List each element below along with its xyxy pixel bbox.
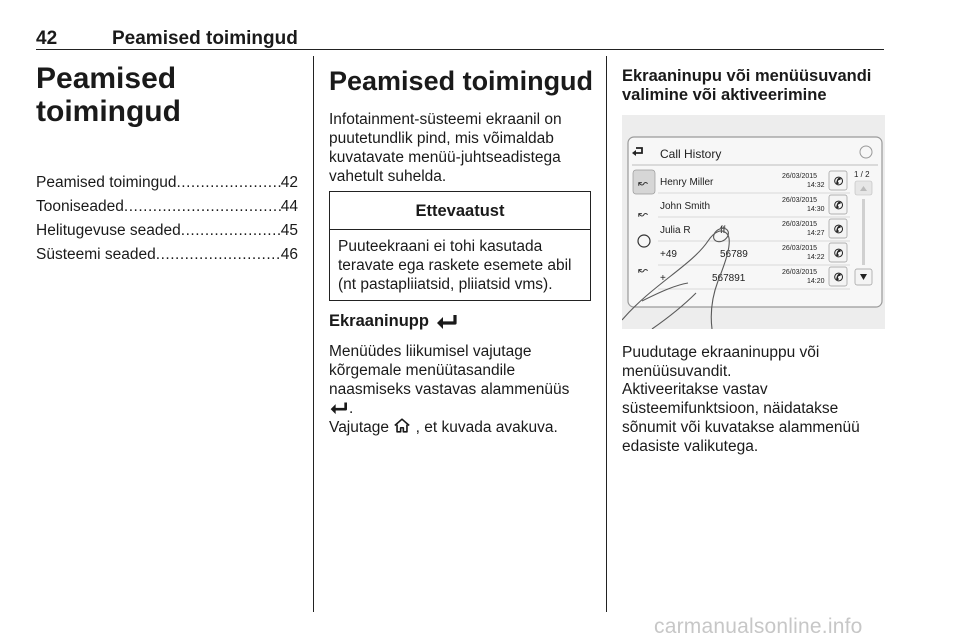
keypad-icon: ↜ <box>638 263 649 277</box>
sentence-end: . <box>349 400 354 417</box>
entry-date: 26/03/2015 <box>782 269 818 276</box>
toc-entry-page: 46 <box>280 246 298 263</box>
text-line: Ekraaninupu või menüüsuvandi <box>622 67 872 85</box>
entry-name: John Smith <box>660 201 711 212</box>
text-line: naasmiseks vastavas alammenüüs <box>329 381 570 398</box>
section-title: Peamised toimingud <box>329 66 594 96</box>
call-button-icon: ✆ <box>834 176 844 188</box>
entry-time: 14:27 <box>807 230 825 237</box>
table-of-contents <box>36 171 298 267</box>
text-line <box>329 399 597 418</box>
subsection-title-text: Ekraaninupp <box>329 312 429 330</box>
toc-entry[interactable] <box>36 219 298 243</box>
subsection-title <box>329 310 459 332</box>
text-line: valimine või aktiveerimine <box>622 86 827 104</box>
column-divider-left <box>313 56 314 612</box>
text-line: menüüsuvandit. <box>622 363 732 380</box>
entry-time: 14:32 <box>807 182 825 189</box>
entry-time: 14:30 <box>807 206 825 213</box>
text-line: edasiste valikutega. <box>622 438 759 455</box>
chapter-title-line: toimingud <box>36 95 181 128</box>
text-line: kõrgemale menüütasandile <box>329 362 516 379</box>
page-header <box>36 26 884 50</box>
text-line: Puuteekraani ei tohi kasutada <box>338 238 543 255</box>
back-arrow-icon <box>329 400 349 415</box>
entry-name-suffix: ff <box>720 225 726 236</box>
text-line: Aktiveeritakse vastav <box>622 381 768 398</box>
text-fragment: , et kuvada avakuva. <box>415 419 558 436</box>
toc-entry[interactable] <box>36 243 298 267</box>
text-fragment: Vajutage <box>329 419 390 436</box>
entry-date: 26/03/2015 <box>782 197 818 204</box>
touch-paragraph <box>622 343 884 381</box>
home-icon <box>393 417 411 434</box>
text-line: Puudutage ekraaninuppu või <box>622 344 820 361</box>
entry-name: +49 <box>660 249 677 260</box>
text-line: (nt pastapliiatsid, pliiatsid vms). <box>338 276 553 293</box>
entry-date: 26/03/2015 <box>782 221 818 228</box>
text-line: Infotainment-süsteemi ekraanil on <box>329 111 562 128</box>
toc-entry[interactable] <box>36 195 298 219</box>
back-button-paragraph <box>329 342 597 418</box>
home-button-paragraph <box>329 417 597 437</box>
caution-text <box>330 230 590 294</box>
entry-time: 14:20 <box>807 278 825 285</box>
entry-name: Henry Miller <box>660 177 714 188</box>
entry-date: 26/03/2015 <box>782 173 818 180</box>
entry-name-suffix: 567891 <box>712 273 746 284</box>
call-button-icon: ✆ <box>834 224 844 236</box>
toc-leader-dots <box>181 219 281 243</box>
toc-leader-dots <box>156 243 281 267</box>
entry-name: + <box>660 273 666 284</box>
call-button-icon: ✆ <box>834 272 844 284</box>
caution-box <box>329 191 591 301</box>
page-indicator: 1 / 2 <box>854 170 870 179</box>
activation-paragraph <box>622 380 884 456</box>
call-button-icon: ✆ <box>834 200 844 212</box>
intro-paragraph <box>329 110 595 186</box>
chapter-title-line: Peamised <box>36 62 177 95</box>
chapter-title <box>36 62 296 128</box>
toc-entry-page: 45 <box>280 222 298 239</box>
entry-time: 14:22 <box>807 254 825 261</box>
toc-entry-title: Peamised toimingud <box>36 174 177 191</box>
page-number: 42 <box>36 28 58 49</box>
call-history-screen <box>622 115 885 329</box>
toc-leader-dots <box>176 171 280 195</box>
text-line: sõnumit või kuvatakse alammenüü <box>622 419 860 436</box>
column-divider-right <box>606 56 607 612</box>
back-arrow-icon <box>435 312 459 330</box>
toc-entry-title: Tooniseaded <box>36 198 124 215</box>
toc-entry[interactable] <box>36 171 298 195</box>
phone-icon: ↜ <box>638 207 649 221</box>
running-title: Peamised toimingud <box>112 28 298 49</box>
touchscreen-illustration <box>622 115 885 329</box>
caution-heading: Ettevaatust <box>330 192 590 230</box>
toc-entry-page: 42 <box>280 174 298 191</box>
text-line: süsteemifunktsioon, näidatakse <box>622 400 839 417</box>
text-line: teravate ega raskete esemete abil <box>338 257 572 274</box>
text-line: kuvatavate menüü-juhtseadistega <box>329 149 561 166</box>
section-title <box>622 67 892 105</box>
screen-title: Call History <box>660 147 722 161</box>
entry-name-suffix: 56789 <box>720 249 748 260</box>
toc-leader-dots <box>124 195 281 219</box>
call-list-icon: ↜ <box>638 176 649 190</box>
entry-name: Julia R <box>660 225 691 236</box>
toc-entry-title: Helitugevuse seaded <box>36 222 181 239</box>
watermark: carmanualsonline.info <box>654 615 863 638</box>
text-line: vahetult suhelda. <box>329 168 447 185</box>
toc-entry-page: 44 <box>280 198 298 215</box>
entry-date: 26/03/2015 <box>782 245 818 252</box>
text-line: Menüüdes liikumisel vajutage <box>329 343 532 360</box>
call-button-icon: ✆ <box>834 248 844 260</box>
toc-entry-title: Süsteemi seaded <box>36 246 156 263</box>
text-line: puutetundlik pind, mis võimaldab <box>329 130 554 147</box>
